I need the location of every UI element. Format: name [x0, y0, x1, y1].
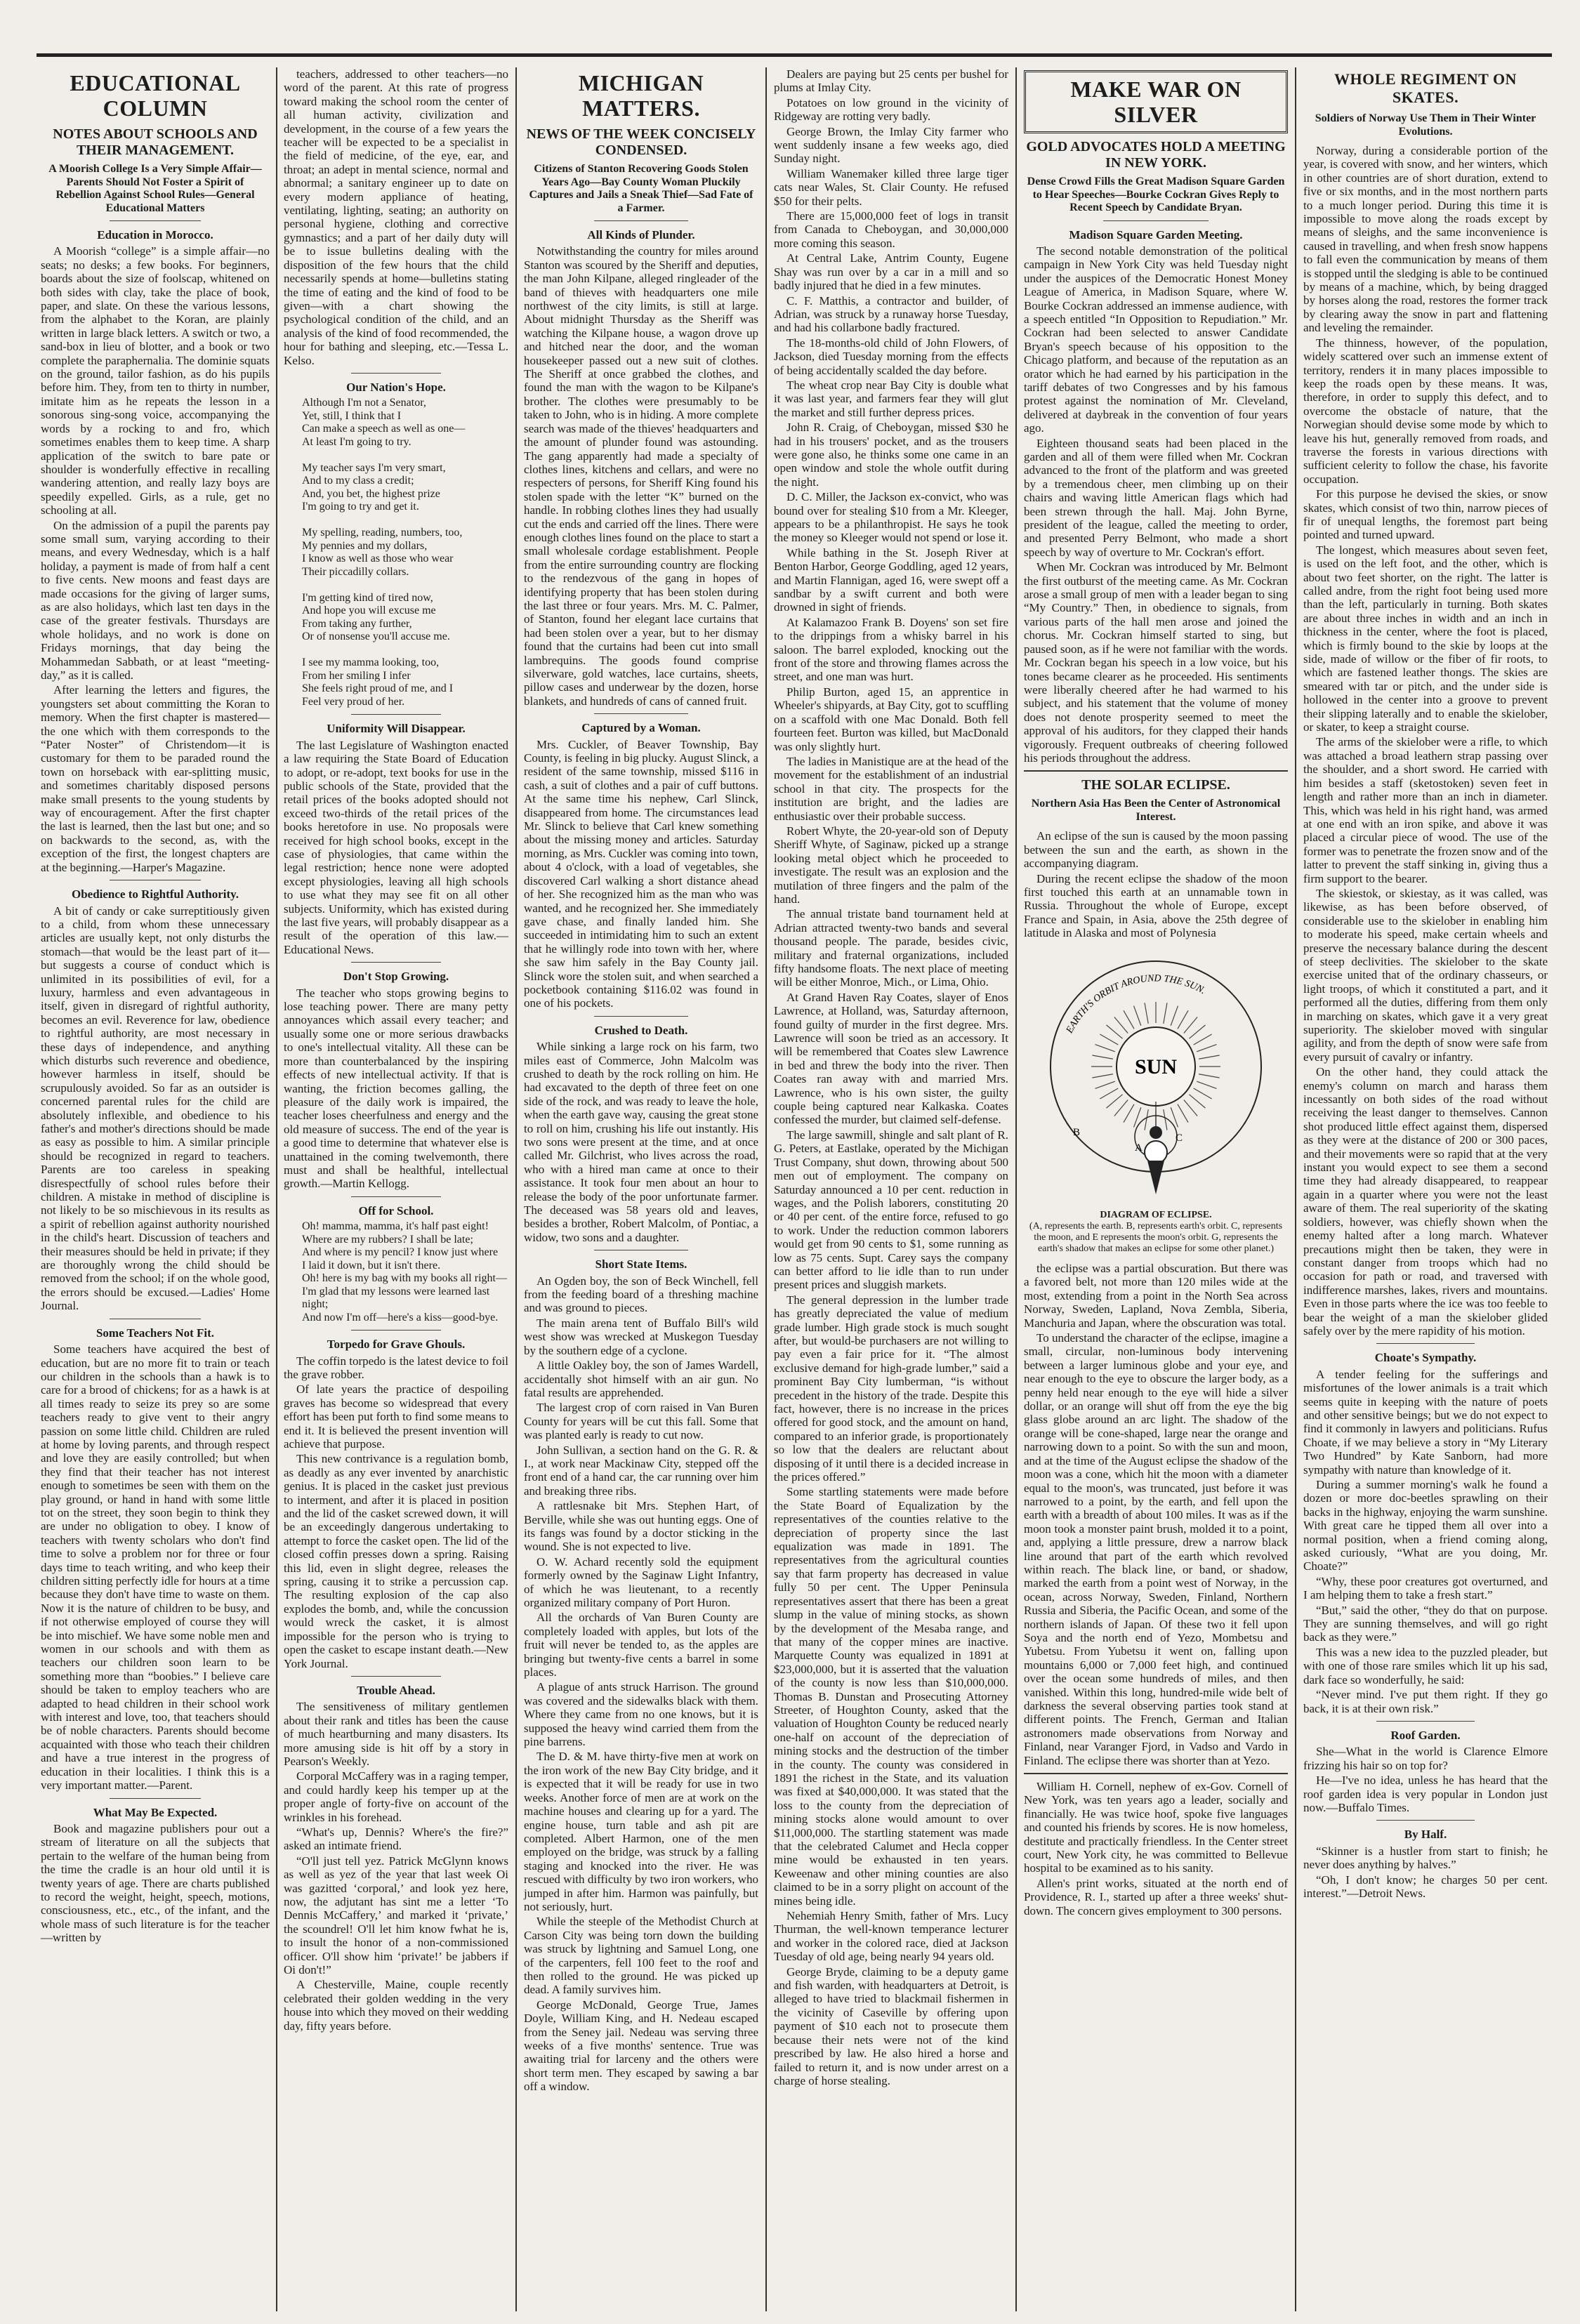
article-paragraph: The last Legislature of Washington enacted a law requiring the State Board of Education to adopt, or re-adopt, text books for use in the public schools of the State, provided that the retail prices of the books adopted should not exceed two-thirds of the retail prices of the books heretofore in use. No proposals were received for high school books, except in the case of physiologies, that came within the legal restriction; hence none were adopted except physiologies, leaving all high schools to use what they may see fit on all other subjects. Uniformity, which has existed during the last five years, will probably disappear as a result of the operation of this law.—Educational News. — [284, 738, 508, 956]
section-heading: GOLD ADVOCATES HOLD A MEETING IN NEW YORK. — [1026, 139, 1286, 171]
article-paragraph: While bathing in the St. Joseph River at Benton Harbor, George Goddling, aged 12 years, and Martin Flannigan, aged 16, were swept off a sandbar by a swift current and both were drowned in sight of friends. — [774, 546, 1008, 614]
article-paragraph: Some startling statements were made before the State Board of Equalization by the representatives of the counties relative to the depreciation of property since the last equalization was made in 1891. The representatives from the agricultural counties say that farm property has decreased in value fully 50 per cent. The Upper Peninsula representatives assert that there has been a great slump in the value of mining stocks, as shown by the development of the Mesaba range, and that many of the copper mines are inactive. Marquette County was equalized in 1891 at $23,000,000, but it is asserted that the valuation of the county is now less than $10,000,000. Thomas B. Dunstan and Prosecuting Attorney Streeter, of Houghton County, asked that the valuation of Houghton County be reduced nearly one-half on account of the depreciation of mining stocks and the destruction of the timber in the county. The county was considered in 1891 the richest in the State, and its valuation was fixed at $40,000,000. It was stated that the loss to the county from the depreciation of mining stocks alone would amount to over $11,000,000. The startling statement was made that the celebrated Calumet and Hecla copper mine would be exhausted in ten years. Keweenaw and other mining counties are also claimed to be in a sorry plight on account of the mines being idle. — [774, 1485, 1008, 1908]
article-paragraph: A tender feeling for the sufferings and misfortunes of the lower animals is a trait which seems quite in keeping with the nature of poets and other sensitive beings; but we do not expect to find it commonly in lawyers and politicians. Rufus Choate, if we may believe a story in “My Literary Two Hundred” by Kate Sanborn, had more sympathy with nature than knowledge of it. — [1303, 1367, 1548, 1477]
article-paragraph: For this purpose he devised the skies, or snow skates, which consist of two thin, narrow pieces of fir of unequal lengths, the foremost part being pointed and turned upward. — [1303, 487, 1548, 542]
article-paragraph: All the orchards of Van Buren County are completely loaded with apples, but lots of the fruit will never be tended to, as the apples are bringing but twenty-five cents a barrel in some places. — [524, 1611, 758, 1679]
point-label: C — [1176, 1132, 1183, 1144]
article-divider — [594, 220, 688, 221]
article-headline: Torpedo for Grave Ghouls. — [327, 1338, 466, 1352]
sun-ray — [1100, 1088, 1118, 1099]
article-divider — [110, 1798, 201, 1799]
article-paragraph: “O'll just tell yez. Patrick McGlynn knows as well as yez of the year that last week Oi was gazitted ‘corporal,’ and look yez here, now, the adjutant has sint me a letter ‘To Dennis McCaffery,’ and marked it ‘private,’ the scoundrel! O'll let him know fwhat he is, to insult the honor of a non-commissioned officer. O'll show him ‘private!’ be jabbers if Oi don't!” — [284, 1854, 508, 1977]
poem-verse: Oh! mamma, mamma, it's half past eight! Where are my rubbers? I shall be late; And where is my pencil? I know just where I laid it down, but it isn't there. Oh! here is my bag with my books all right— I'm glad that my lessons were learned last night; And now I'm off—here's a kiss—good-bye. — [302, 1220, 507, 1323]
article-paragraph: The teacher who stops growing begins to lose teaching power. There are many petty annoyances which assail every teacher; and usually some one or more serious drawbacks to one's intellectual vitality. All these can be more than counterbalanced by the inspiring effects of new intellectual activity. If that is wanting, the friction becomes galling, the pleasure of the daily work is impaired, the teacher loses cheerfulness and energy and the old measure of success. The end of the year is a good time to determine that whatever else is unattained in the coming twelvemonth, there must and shall be healthful, intellectual growth.—Martin Kellogg. — [284, 986, 508, 1191]
article-paragraph: An Ogden boy, the son of Beck Winchell, fell from the feeding board of a threshing machine and was ground to pieces. — [524, 1274, 758, 1315]
article-headline: Uniformity Will Disappear. — [327, 722, 466, 736]
poem-verse: Although I'm not a Senator, Yet, still, I think that I Can make a speech as well as one— At least I'm going to try. My teacher says I'm very smart, And to my class a credit; And, you bet, the highest prize I'm going to try and get it. My spelling, reading, numbers, too, My pennies and my dollars, I know as well as those who wear Their piccadilly collars. I'm getting kind of tired now, And hope you will excuse me From taking any further, Or of nonsense you'll accuse me. I see my mamma looking, too, From her smiling I infer She feels right proud of me, and I Feel very proud of her. — [302, 397, 466, 708]
article-paragraph: When Mr. Cockran was introduced by Mr. Belmont the first outburst of the meeting came. As Mr. Cockran arose a small group of men with a leader began to sing “My Country.” Then, in obedience to signals, from various parts of the hall men arose and joined the chorus. Mr. Cockran himself started to sing, but paused soon, as if he were not familiar with the words. Mr. Cockran began his speech in a low voice, but his tones became clearer as he proceeded. His sentiments were liberally cheered after he had warmed to his subject, and his statement that the volume of money does not denote prosperity seemed to meet the approval of his auditors, for they clapped their hands vigorously. Frequent outbreaks of cheering followed his periods throughout the address. — [1024, 560, 1288, 765]
article-divider — [1376, 1820, 1474, 1821]
article-paragraph: The annual tristate band tournament held at Adrian attracted twenty-two bands and several thousand people. The parade, besides civic, military and fraternal organizations, included fifty handsome floats. The next place of meeting will be either Monroe, Mich., or Lima, Ohio. — [774, 907, 1008, 989]
eclipse-caption-text: (A, represents the earth. B, represents earth's orbit. C, represents the moon, and E represents the moon's orbit. G, represents the earth's shadow that makes an eclipse for some other planet.) — [1029, 1221, 1283, 1254]
article-paragraph: A little Oakley boy, the son of James Wardell, accidentally shot himself with an air gun. No fatal results are apprehended. — [524, 1359, 758, 1399]
article-divider — [351, 714, 441, 715]
article-headline: Choate's Sympathy. — [1374, 1351, 1477, 1365]
article-paragraph: At Central Lake, Antrim County, Eugene Shay was run over by a car in a mill and so badly injured that he died in a few minutes. — [774, 251, 1008, 293]
article-headline: Trouble Ahead. — [357, 1683, 435, 1697]
article-paragraph: John Sullivan, a section hand on the G. R. & I., at work near Mackinaw City, stepped off the front end of a hand car, the car running over him and breaking three ribs. — [524, 1443, 758, 1498]
article-paragraph: While sinking a large rock on his farm, two miles east of Commerce, John Malcolm was crushed to death by the rock rolling on him. He had excavated to the depth of three feet on one side of the rock, and was ready to leave the hole, when the earth gave way, causing the great stone to roll on him, crushing his life out instantly. His two sons were present at the time, and at once called Mr. Gilchrist, who lives across the road, who with a hired man came at once to their assistance. It took four men about an hour to release the body of the poor unfortunate farmer. The deceased was 58 years old and leaves, besides a brother, Robert Malcolm, of Pontiac, a widow, two sons and a daughter. — [524, 1040, 758, 1244]
sun-ray — [1184, 1100, 1197, 1116]
article-paragraph: This new contrivance is a regulation bomb, as deadly as any ever invented by anarchistic genius. It is placed in the casket just previous to interment, and after it is placed in position and the lid of the casket screwed down, it will be an exceedingly dangerous undertaking to attempt to force the casket open. The lid of the closed coffin presses down a spring. Raising this lid, even in slight degree, releases the spring, causing it to strike a percussion cap. The resulting explosion of the cap also explodes the bomb, and, while the concussion would wreck the casket, it is almost impossible for the person who is trying to open the casket to escape instant death.—New York Journal. — [284, 1452, 508, 1670]
article-paragraph: While the steeple of the Methodist Church at Carson City was being torn down the building was struck by lightning and Samuel Long, one of the carpenters, fell 100 feet to the roof and then rolled to the ground. He was picked up dead. A family survives him. — [524, 1915, 758, 1997]
section-rule — [1024, 770, 1288, 772]
article-paragraph: The 18-months-old child of John Flowers, of Jackson, died Tuesday morning from the effects of being accidentally scalded the day before. — [774, 336, 1008, 377]
sun-ray — [1178, 1010, 1188, 1029]
article-headline: Short State Items. — [595, 1257, 687, 1272]
article-paragraph: At Kalamazoo Frank B. Doyens' son set fire to the drippings from a whisky barrel in his saloon. The barrel exploded, knocking out the front of the store and throwing flames across the street, and one man was hurt. — [774, 615, 1008, 684]
article-headline: What May Be Expected. — [93, 1805, 218, 1819]
sun-ray — [1171, 1005, 1178, 1025]
article-paragraph: Philip Burton, aged 15, an apprentice in Wheeler's shipyards, at Bay City, got to scuffling on a scaffold with one Mac Donald. Both fell fourteen feet. Burton was killed, but MacDonald was only slightly hurt. — [774, 685, 1008, 753]
sun-ray — [1145, 1109, 1148, 1130]
section-subheading: Northern Asia Has Been the Center of Astronomical Interest. — [1031, 798, 1281, 823]
column-rule — [276, 67, 277, 2311]
article-paragraph: The D. & M. have thirty-five men at work on the iron work of the new Bay City bridge, and it is expected that it will be ready for use in two weeks. Another force of men are at work on the machine houses and clearing up for a yard. The engine house, turn table and ash pit are completed. Albert Harmon, one of the men employed on the bridge, was struck by a falling staging and knocked into the river. He was rescued with difficulty by two iron workers, who jumped in after him. Harmon was painfully, but not seriously, hurt. — [524, 1750, 758, 1913]
article-paragraph: The main arena tent of Buffalo Bill's wild west show was wrecked at Muskegon Tuesday by the southern edge of a cyclone. — [524, 1316, 758, 1357]
article-paragraph: George Bryde, claiming to be a deputy game and fish warden, with headquarters at Detroit, is alleged to have tried to blackmail fishermen in the vicinity of Caseville by offering upon payment of $10 each not to prosecute them because their nets were not of the kind prescribed by law. He also hired a horse and failed to return it, and is now under arrest on a charge of horse stealing. — [774, 1965, 1008, 2087]
sun-ray — [1184, 1017, 1197, 1033]
article-headline: By Half. — [1404, 1828, 1447, 1842]
article-divider — [594, 713, 688, 714]
article-paragraph: This was a new idea to the puzzled pleader, but with one of those rare smiles which lit up his sad, dark face so wonderfully, he said: — [1303, 1645, 1548, 1686]
column-masthead: EDUCATIONAL COLUMN — [70, 70, 241, 121]
column-educational — [37, 67, 274, 2311]
article-paragraph: The longest, which measures about seven feet, is used on the left foot, and the other, which is about two feet shorter, on the right. The latter is called andre, from the right foot being used more than the left, particularly in turning. Both skates are about three inches in width and an inch in thickness in the center, where the foot is placed, which is firmly bound to the skie by loops at the side, made of willow or the fiber of fir roots, to which are fastened leather thongs. The skies are smeared with tar or pitch, and the under side is hollowed in the center into a groove to prevent their slipping laterally and to enable the skielober, or skater, to keep a straight course. — [1303, 543, 1548, 734]
article-divider — [594, 1016, 688, 1017]
article-paragraph: The sensitiveness of military gentlemen about their rank and titles has been the cause of much heartburning and many disasters. Its more amusing side is hit off by a story in Pearson's Weekly. — [284, 1700, 508, 1768]
article-paragraph: Eighteen thousand seats had been placed in the garden and all of them were filled when Mr. Cockran advanced to the front of the platform and was greeted by a tremendous cheer, men climbing up on their chairs and waving little American flags which had been strewn through the hall. Maj. John Byrne, president of the league, called the meeting to order, and presented Perry Belmont, who made a short speech by way of overture to Mr. Cockran's effort. — [1024, 436, 1288, 559]
article-paragraph: On the other hand, they could attack the enemy's column on march and harass them incessantly on both sides of the road without receiving the least danger to themselves. Cannon shot produced little effect against them, dispersed as they were at the distance of 200 or 300 paces, and their movements were so rapid that at the very instant you would expect to see them a second time they had already disappeared, to reappear again in a quarter where you were not the least aware of them. The real superiority of the skating soldiers, however, was chiefly shown when the enemy halted after a long march. Whatever precautions might then be taken, they were in constant danger from troops which had no occasion for path or road, and traversed with indifference marshes, lakes, rivers and mountains. Even in those parts where the ice was too feeble to bear the weight of a man the skielober glided safely over by the mere rapidity of his motion. — [1303, 1065, 1548, 1338]
article-paragraph: Allen's print works, situated at the north end of Providence, R. I., started up after a three weeks' shut-down. The concern gives employment to 300 persons. — [1024, 1876, 1288, 1917]
sun-ray — [1092, 1055, 1113, 1059]
article-paragraph: At Grand Haven Ray Coates, slayer of Enos Lawrence, at Holland, was, Saturday afternoon, found guilty of murder in the first degree. Mrs. Lawrence will soon be tried as an accessory. It will be remembered that Coates slew Lawrence in bed and threw the body into the river. Then Coates ran away with and married Mrs. Lawrence, who is his own sister, the guilty couple being captured near Kalkaska. Coates confessed the murder, but claimed self-defense. — [774, 990, 1008, 1127]
column-rule — [1295, 67, 1296, 2311]
article-paragraph: John R. Craig, of Cheboygan, missed $30 he had in his trousers' pocket, and as the trousers were gone also, he thinks some one came in an open window and stole the whole outfit during the night. — [774, 421, 1008, 489]
article-paragraph: teachers, addressed to other teachers—no word of the parent. At this rate of progress toward making the school room the center of all human activity, civilization and development, in the course of a few years the teacher will be expected to be a specialist in the field of medicine, of the eye, ear, and throat; an adept in mental science, normal and abnormal; a sanitary engineer up to date on every modern appliance of heating, ventilating, lighting, seating; an authority on personal hygiene, clothing and corrective gymnastics; and a part of her daily duty will be to issue bulletins dealing with the disposition of the few hours that the child necessarily spends at home—bulletins stating the time of eating and the kind of food to be given—with a chart showing the psychological condition of the child, and an analysis of the kind of food recommended, the hour for bathing and sleeping, etc.—Tessa L. Kelso. — [284, 67, 508, 367]
article-paragraph: The skiestok, or skiestay, as it was called, was likewise, as has been before observed, of considerable use to the skielober in enabling him to moderate his speed, make certain wheels and preserve the necessary balance during the descent of steep declivities. The skielober to the skate exercise united that of the ordinary chasseurs, or light troops, of which it constituted a part, and it performed all the duties, differing from them only in marching on skates, which gave it a very great superiority. The skielober moved with singular agility, and from the depth of snow were safe from every pursuit of cavalry or infantry. — [1303, 886, 1548, 1064]
article-paragraph: Mrs. Cuckler, of Beaver Township, Bay County, is feeling in big plucky. August Slinck, a resident of the same township, missed $116 in cash, a suit of clothes and a pair of cuff buttons. At the same time his nephew, Carl Slinck, disappeared from home. The circumstances lead Mr. Slinck to believe that Carl knew something about the missing money and articles. Saturday morning, as Mrs. Cuckler was coming into town, about 4 o'clock, with a load of vegetables, she discovered Carl walking a short distance ahead of her. She recognized him as the man who was wanted, and he recognized her. She immediately gave chase, and finally landed him. She succeeded in intimidating him to such an extent that he willingly rode into town with her, where she saw him safely in the Bay County jail. Slinck wore the stolen suit, and when searched a pocketbook containing $116.02 was found in one of his pockets. — [524, 737, 758, 1010]
sun-ray — [1197, 1081, 1216, 1088]
section-heading: NOTES ABOUT SCHOOLS AND THEIR MANAGEMENT. — [53, 126, 258, 158]
article-paragraph: “What's up, Dennis? Where's the fire?” asked an intimate friend. — [284, 1825, 508, 1853]
sun-ray — [1164, 1109, 1167, 1130]
article-paragraph: “Never mind. I've put them right. If they go back, it is at their own risk.” — [1303, 1688, 1548, 1715]
sun-ray — [1095, 1081, 1115, 1088]
earth-shadow-cone — [1147, 1161, 1164, 1194]
sun-ray — [1092, 1074, 1113, 1077]
sun-ray — [1171, 1107, 1178, 1127]
eclipse-diagram-svg — [1036, 947, 1275, 1200]
sun-ray — [1194, 1034, 1212, 1045]
sun-ray — [1145, 1003, 1148, 1024]
sun-ray — [1107, 1094, 1123, 1107]
article-paragraph: The thinness, however, of the population, widely scattered over such an immense extent of territory, renders it in many places impossible to keep the roads open by these means. It was, therefore, in order to supply this defect, and to overcome the obstacle of nature, that the Norwegian should devise some mode by which to leave his hut, generally removed from roads, and traverse the forests in various directions with sufficient celerity to follow the chase, his favorite occupation. — [1303, 336, 1548, 486]
article-paragraph: The arms of the skielober were a rifle, to which was attached a broad leathern strap passing over the shoulder, and a short sword. He carried with him besides a staff (sketostoken) seven feet in length and rather more than an inch in diameter. This, which was held in his right hand, was armed at one end with an iron spike, and above it was placed a circular piece of wood. The use of the former was to penetrate the frozen snow and of the latter to prevent the staff sinking in, giving thus a firm support to the bearer. — [1303, 735, 1548, 885]
article-divider — [110, 220, 201, 221]
article-paragraph: A plague of ants struck Harrison. The ground was covered and the sidewalks black with them. Where they came from no one knows, but it is supposed the heavy wind carried them from the pine barrens. — [524, 1680, 758, 1749]
article-paragraph: The large sawmill, shingle and salt plant of R. G. Peters, at Eastlake, operated by the Michigan Trust Company, shut down, throwing about 500 men out of employment. The company on Saturday announced a 10 per cent. reduction in wages, and the Polish laborers, constituting 20 or 40 per cent. of the entire force, refused to go to work. Under the reduction common laborers would get from 90 cents to $1, some running as low as 75 cents. Supt. Carey says the company can better afford to lie idle than to run under present prices and sluggish markets. — [774, 1128, 1008, 1292]
top-rule — [37, 53, 1552, 57]
article-paragraph: Some teachers have acquired the best of education, but are no more fit to train or teach our children in the schools than a hawk is to care for a brood of chickens; for as a hawk is at all times ready to seize its prey so are some teachers ready to give vent to their angry passion on some little child. Children are ruled at home by loving parents, and through respect and love they are easily controlled; but when they find that their teacher has not interest enough to sometimes be seen with them on the play ground, or hand in hand with some little tot on the street, they soon begin to think they are under no obligation to obey. I know of teachers with twenty scholars who don't find time to solve a problem nor for three or four days time to teach writing, and who keep their children sitting perfectly idle for hours at a time because they don't have time to waste on them. Now it is the nature of children to be busy, and if not otherwise employed of course they will be into mischief. We have some noble men and women in our schools and with them as teachers our children soon learn to be something more than “boobies.” I believe care should be taken to employ teachers who are adapted to head children in their school work with interest and love, too, that teachers should be of noble characters. Parents should become acquainted with those who teach their children and have a true interest in the progress of education in their localities. I think this is a very important matter.—Parent. — [41, 1342, 270, 1792]
article-paragraph: On the admission of a pupil the parents pay some small sum, varying according to their means, and every Wednesday, which is a half holiday, a payment is made of from half a cent to five cents. New moons and feast days are made occasions for the giving of larger sums, as are also holidays, which last ten days in the case of the greater festivals. Thursdays are whole holidays, and no work is done on Fridays mornings, that day being the Mohammedan Sabbath, or at least “meeting-day,” as it is called. — [41, 518, 270, 682]
article-paragraph: After learning the letters and figures, the youngsters set about committing the Koran to memory. When the first chapter is mastered—the one which with them corresponds to the “Pater Noster” of Christendom—it is customary for them to be paraded round the town on horseback with ear-splitting music, and sometimes charitably disposed persons make small presents to the young students by way of encouragement. After the first chapter the last is learned, then the last but one; and so on backwards to the second, as, with the exception of the first, the longest chapters are at the beginning.—Harper's Magazine. — [41, 683, 270, 874]
article-paragraph: The largest crop of corn raised in Van Buren County for years will be cut this fall. Some that was planted early is ready to cut now. — [524, 1401, 758, 1442]
column-regiment-on-skates — [1299, 67, 1552, 2311]
article-divider — [351, 1676, 441, 1677]
article-headline: Crushed to Death. — [594, 1023, 688, 1037]
article-paragraph: An eclipse of the sun is caused by the moon passing between the sun and the earth, as shown in the accompanying diagram. — [1024, 829, 1288, 871]
article-paragraph: William H. Cornell, nephew of ex-Gov. Cornell of New York, was ten years ago a leader, socially and financially. He was twice hoof, spoke five languages and counted his friends by scores. He is now homeless, destitute and practically friendless. In the Center street court, New York city, he was committed to Bellevue hospital to be examined as to his sanity. — [1024, 1780, 1288, 1875]
article-divider — [351, 962, 441, 963]
article-headline: Captured by a Woman. — [581, 721, 701, 735]
article-paragraph: George Brown, the Imlay City farmer who went suddenly insane a few weeks ago, died Sunday night. — [774, 124, 1008, 166]
article-divider — [351, 1330, 441, 1331]
article-paragraph: Potatoes on low ground in the vicinity of Ridgeway are rotting very badly. — [774, 95, 1008, 124]
article-headline: Our Nation's Hope. — [346, 380, 446, 394]
column-masthead: MICHIGAN MATTERS. — [578, 70, 704, 121]
earth — [1145, 1141, 1167, 1163]
section-subheading: A Moorish College Is a Very Simple Affair—Parents Should Not Foster a Spirit of Rebellion Against School Rules—General Educational Matters — [48, 163, 262, 214]
article-divider — [351, 1196, 441, 1197]
column-masthead: MAKE WAR ON SILVER — [1024, 70, 1288, 133]
sun-ray — [1189, 1094, 1205, 1107]
article-paragraph: A rattlesnake bit Mrs. Stephen Hart, of Berville, while she was out hunting eggs. One of its fangs was found by a doctor sticking in the wound. She is not expected to live. — [524, 1499, 758, 1554]
orbit-label-text: EARTH'S ORBIT AROUND THE SUN. — [1064, 973, 1208, 1035]
article-paragraph: Norway, during a considerable portion of the year, is covered with snow, and her winters, which in other countries are of short duration, extend to five or six months, and in the most northern parts to a much longer period. During this time it is impossible to move along the roads except by means of sleighs, and the same inconvenience is caused in travelling, and when fresh snow happens to fall even the communication by means of them is stopped until the sledging is able to be continued by means of a machine, which, by being dragged by horses along the road, restores the former track by clearing away the snow in part and flattening and leveling the remainder. — [1303, 144, 1548, 335]
section-subheading: Soldiers of Norway Use Them in Their Winter Evolutions. — [1315, 112, 1536, 138]
column-masthead: WHOLE REGIMENT ON SKATES. — [1334, 70, 1517, 106]
sun-ray — [1189, 1024, 1205, 1038]
section-rule — [1024, 1773, 1288, 1774]
article-headline: Education in Morocco. — [97, 228, 213, 242]
column-rule — [765, 67, 767, 2311]
article-paragraph: There are 15,000,000 feet of logs in transit from Canada to Cheboygan, and 30,000,000 more coming this season. — [774, 209, 1008, 250]
article-paragraph: During the recent eclipse the shadow of the moon first touched this earth at an unnamable town in Russia. Throughout the whole of Europe, except France and Spain, in Asia, above the 25th degree of latitude in Alaska and most of Polynesia — [1024, 871, 1288, 940]
sun-ray — [1124, 1010, 1134, 1029]
article-paragraph: “Skinner is a hustler from start to finish; he never does anything by halves.” — [1303, 1844, 1548, 1872]
column-rule — [515, 67, 517, 2311]
section-subheading: Citizens of Stanton Recovering Goods Stolen Years Ago—Bay County Woman Pluckily Captures and Jails a Sneak Thief—Sad Fate of a Farmer. — [529, 163, 753, 214]
article-paragraph: “Oh, I don't know; he charges 50 per cent. interest.”—Detroit News. — [1303, 1873, 1548, 1900]
sun-ray — [1124, 1104, 1134, 1122]
sun-ray — [1199, 1055, 1220, 1059]
sun-ray — [1095, 1044, 1115, 1051]
article-paragraph: Dealers are paying but 25 cents per bushel for plums at Imlay City. — [774, 67, 1008, 95]
article-paragraph: Book and magazine publishers pour out a stream of literature on all the subjects that pertain to the welfare of the human being from the time the cradle is an hour old until it is twenty years of age. There are charts published to record the weight, height, speech, motions, consciousness, etc., etc., of the infant, and the whole mass of such literature is for the teacher—written by — [41, 1821, 270, 1945]
article-paragraph: Robert Whyte, the 20-year-old son of Deputy Sheriff Whyte, of Saginaw, picked up a strange looking metal object which he proceeded to investigate. The result was an explosion and the mutilation of three fingers and the palm of the hand. — [774, 824, 1008, 906]
article-divider — [1376, 1721, 1474, 1722]
sun-ray — [1194, 1088, 1212, 1099]
article-headline: Madison Square Garden Meeting. — [1069, 227, 1243, 242]
article-paragraph: C. F. Matthis, a contractor and builder, of Adrian, was struck by a runaway horse Tuesday, and had his collarbone badly fractured. — [774, 293, 1008, 335]
sun-ray — [1134, 1107, 1141, 1127]
section-heading: NEWS OF THE WEEK CONCISELY CONDENSED. — [526, 126, 756, 158]
article-paragraph: George McDonald, George True, James Doyle, William King, and H. Nedeau escaped from the Seney jail. Nedeau was serving three weeks of a five months' sentence. True was awaiting trial for larceny and the others were short term men. They escaped by sawing a bar off a window. — [524, 1998, 758, 2094]
article-paragraph: Notwithstanding the country for miles around Stanton was scoured by the Sheriff and deputies, the man John Kilpane, alleged ringleader of the band of thieves with headquarters one mile northwest of the city limits, is still at large. About midnight Thursday as the Sheriff was watching the Kilpane house, a wagon drove up and hitched near the door, and the woman housekeeper passed out a new suit of clothes. The Sheriff at once grabbed the clothes, and found the man with the wagon to be Kilpane's brother. The clothes were presumably to be taken to John, who is in hiding. A more complete search was made of the thieves' headquarters and the amount of plunder found was astounding. The gang apparently had made a specialty of clothes lines, kitchens and cellars, and were no respecters of persons, for Sheriff King found his stolen spade with the letter “K” burned on the handle. In robbing clothes lines they had usually cut the ends and carried off the lines. There were enough clothes lines found on the place to start a small wholesale cordage establishment. People from the entire surrounding country are flocking to the rendezvous of the gang in hopes of identifying property that has been stolen during the last three or four years. Mrs. M. C. Palmer, of Stanton, found her elegant lace curtains that had been stolen over a year, but to her dismay found that the curtains had been cut into small lambrequins. The goods found comprise silverware, gold watches, lace curtains, sheets, pillow cases and underwear by the dozen, horse blankets, and hundreds of cans of canned fruit. — [524, 244, 758, 708]
sun-ray — [1199, 1074, 1220, 1077]
eclipse-caption — [1024, 1210, 1288, 1255]
article-paragraph: Nehemiah Henry Smith, father of Mrs. Lucy Thurman, the well-known temperance lecturer and worker in the colored race, died at Jackson Tuesday of old age, being nearly 94 years old. — [774, 1909, 1008, 1964]
article-divider — [351, 373, 441, 374]
sun-ray — [1178, 1104, 1188, 1122]
article-paragraph: A Chesterville, Maine, couple recently celebrated their golden wedding in the very house into which they moved on their wedding day, fifty years before. — [284, 1978, 508, 2033]
article-paragraph: O. W. Achard recently sold the equipment formerly owned by the Saginaw Light Infantry, of which he was lieutenant, to a recently organized military company of Port Huron. — [524, 1554, 758, 1609]
article-paragraph: Corporal McCaffery was in a raging temper, and could hardly keep his temper up at the proper angle of forty-five on account of the wrinkles in his forehead. — [284, 1769, 508, 1824]
article-headline: Roof Garden. — [1390, 1728, 1461, 1742]
column-michigan-items — [770, 67, 1013, 2311]
article-divider — [1376, 1343, 1474, 1344]
article-paragraph: The general depression in the lumber trade has greatly depreciated the value of medium grade lumber. High grade stock is much sought after, but would-be purchasers are not willing to pay even a fair price for it. “The almost exclusive demand for high-grade lumber,” said a prominent Bay City lumberman, “is without precedent in the history of the trade. Despite this fact, however, there is no increase in the prices offered for good stock, and the amount on hand, compared to an inferior grade, is proportionately so low that the dealers are reluctant about disposing of it until there is a decided increase in the prices offered.” — [774, 1293, 1008, 1484]
article-paragraph: “Why, these poor creatures got overturned, and I am helping them to take a fresh start.” — [1303, 1574, 1548, 1602]
article-paragraph: To understand the character of the eclipse, imagine a small, circular, non-luminous body intervening between a larger luminous globe and your eye, and near enough to the eye to obscure the larger body, as a penny held near enough to the eye will hide a silver dollar, or an orange will shut off from the eye the big glass globe around an arc light. The shadow of the orange will be cone-shaped, large near the orange and narrowing down to a point. So with the sun and moon, and at the time of the August eclipse the shadow of the moon was a cone, which hit the moon with a diameter equal to the moon's, was truncated, just before it was narrowed to a point, by the earth, and fell upon the earth with a breadth of about 100 miles. It was as if the moon took a monster paint brush, molded it to a point, and, applying a little pressure, drew a narrow black line around that part of the earth which revolved within reach. The black line, or band, or shadow, marked the earth from a point west of Norway, in the ocean, across Norway, Sweden, Finland, Northern Russia and Siberia, the Pacific Ocean, and some of the northern islands of Japan. Of these two it fell upon Soya and the north end of Yezo, Mombetsu and Yubetsu. From Yubetsu it went on, falling upon mountains 6,000 or 7,000 feet high, and continued over the ocean some hundreds of miles, and then vanished. Within this long, hundred-mile wide belt of darkness the several observing parties took stand at different points. The French, German and Italian astronomers made observations from Norway and Finland, near Varanger Fjord, in Vadso and Vardo in Finland. The eclipse there was shorter than at Yezo. — [1024, 1331, 1289, 1767]
sun-ray — [1114, 1100, 1128, 1116]
section-subheading: Dense Crowd Fills the Great Madison Square Garden to Hear Speeches—Bourke Cockran Gives Reply to Recent Speech by Candidate Bryan. — [1027, 176, 1285, 213]
article-paragraph: The ladies in Manistique are at the head of the movement for the establishment of an industrial school in that city. The prospects for the institution are bright, and the ladies are enthusiastic over their probable success. — [774, 754, 1008, 823]
article-paragraph: Of late years the practice of despoiling graves has become so widespread that every effort has been put forth to find some means to end it. It is believed the present invention will achieve that purpose. — [284, 1382, 508, 1451]
article-paragraph: He—I've no idea, unless he has heard that the roof garden idea is very popular in London just now.—Buffalo Times. — [1303, 1774, 1548, 1814]
article-headline: All Kinds of Plunder. — [587, 228, 695, 242]
article-paragraph: A bit of candy or cake surreptitiously given to a child, from whom these unnecessary articles are usually kept, not only disturbs the stomach—that would be the least part of it—but suggests a course of conduct which is unlimited in its possibilities of evil, for a luxury, harmless and even advantageous in itself, given in disregard of rightful authority, becomes an evil. Reverence for law, obedience to rightful authority, are most necessary in these days of independence, and anything which disturbs such reverence and obedience, however harmless in itself, should be scrupulously avoided. So far as an outsider is concerned parental rules for the child are absolutely inflexible, and obedience to his father's and mother's directions should be made as easy as possible to him. A similar principle should be recognized in regard to teachers. Parents are too careless in speaking disrespectfully of school rules before their children. A mistake in method of discipline is not likely to be so mischievous in its results as a spirit of rebellion against authority nourished in the child's heart. Discussion of teachers and their measures should be held in private; if they are thoroughly wrong the child should be removed from the school; if on the whole good, the errors should be excused.—Ladies' Home Journal. — [41, 904, 270, 1313]
column-michigan-matters — [520, 67, 763, 2311]
article-paragraph: William Wanemaker killed three large tiger cats near Wales, St. Clair County. He refused $50 for their pelts. — [774, 166, 1008, 208]
article-paragraph: A Moorish “college” is a simple affair—no seats; no desks; a few books. For beginners, boards about the size of foolscap, whitened on both sides with clay, take the place of book, paper, and slate. On these the various lessons, from the alphabet to the Koran, are plainly written in large black letters. A switch or two, a sand-box in lieu of blotter, and a book or two complete the paraphernalia. The dominie squats on the ground, tailor fashion, as do his pupils before him. They, from ten to thirty in number, imitate him as he repeats the lesson in a sonorous sing-song voice, accompanying the words by a rocking to and fro, which sometimes enables them to keep time. A sharp application of the switch to bare pate or shoulder is wonderfully effective in recalling wandering attention, and really lazy boys are speedily expelled. Girls, as a rule, get no schooling at all. — [41, 244, 270, 517]
article-paragraph: She—What in the world is Clarence Elmore frizzing his hair so on top for? — [1303, 1745, 1548, 1772]
article-paragraph: The second notable demonstration of the political campaign in New York City was held Tuesday night under the auspices of the Democratic Honest Money League of America, in Madison Square, where W. Bourke Cockran addressed an immense audience, with a speech entitled “In Opposition to Repudiation.” Mr. Cockran had been selected to answer Candidate Bryan's speech because of his opposition to the Chicago platform, and because of the reputation as an orator which he had earned by his participation in the tariff debates of two Congresses and by his famous protest against the nomination of Mr. Cleveland, delivered at daybreak in the convention of four years ago. — [1024, 244, 1288, 435]
article-paragraph: The coffin torpedo is the latest device to foil the grave robber. — [284, 1354, 508, 1381]
article-paragraph: During a summer morning's walk he found a dozen or more doc-beetles sprawling on their backs in the highway, enjoying the warm sunshine. With great care he tipped them all over into a normal position, when a friend coming along, asked curiously, “What are you doing, Mr. Choate?” — [1303, 1478, 1548, 1573]
sun-label: SUN — [1134, 1055, 1178, 1078]
sun-ray — [1197, 1044, 1216, 1051]
column-rule — [1015, 67, 1017, 2311]
article-headline: Obedience to Rightful Authority. — [71, 887, 239, 902]
article-headline: Don't Stop Growing. — [343, 970, 449, 984]
eclipse-caption-title: DIAGRAM OF ECLIPSE. — [1100, 1210, 1212, 1220]
column-educational-continued — [279, 67, 513, 2311]
eclipse-diagram — [1024, 947, 1288, 1203]
point-label: A — [1135, 1142, 1143, 1154]
sun-ray — [1134, 1005, 1141, 1025]
article-headline: Some Teachers Not Fit. — [96, 1326, 215, 1340]
point-label: B — [1073, 1126, 1081, 1138]
article-paragraph: The wheat crop near Bay City is double what it was last year, and farmers fear they will glut the market and still further depress prices. — [774, 378, 1008, 419]
article-paragraph: the eclipse was a partial obscuration. But there was a favored belt, not more than 120 miles wide at the most, extending from a point in the North Sea across Norway, Sweden, Lapland, Nova Zembla, Siberia, Manchuria and Japan, where the obscuration was total. — [1024, 1262, 1288, 1330]
sun-ray — [1164, 1003, 1167, 1024]
column-silver-and-eclipse — [1020, 67, 1292, 2311]
article-headline: Off for School. — [358, 1203, 434, 1217]
orbit-label — [1064, 973, 1207, 1036]
sun-ray — [1100, 1034, 1118, 1045]
article-paragraph: “But,” said the other, “they do that on purpose. They are sunning themselves, and will go right back as they were.” — [1303, 1603, 1548, 1644]
sun-ray — [1114, 1017, 1128, 1033]
article-paragraph: D. C. Miller, the Jackson ex-convict, who was bound over for stealing $10 from a Mr. Kleeger, appears to be a philanthropist. He says he took the money so Kleeger would not spend or lose it. — [774, 490, 1008, 545]
article-divider — [1103, 220, 1209, 221]
section-heading: THE SOLAR ECLIPSE. — [1081, 777, 1230, 793]
sun-ray — [1107, 1024, 1123, 1038]
